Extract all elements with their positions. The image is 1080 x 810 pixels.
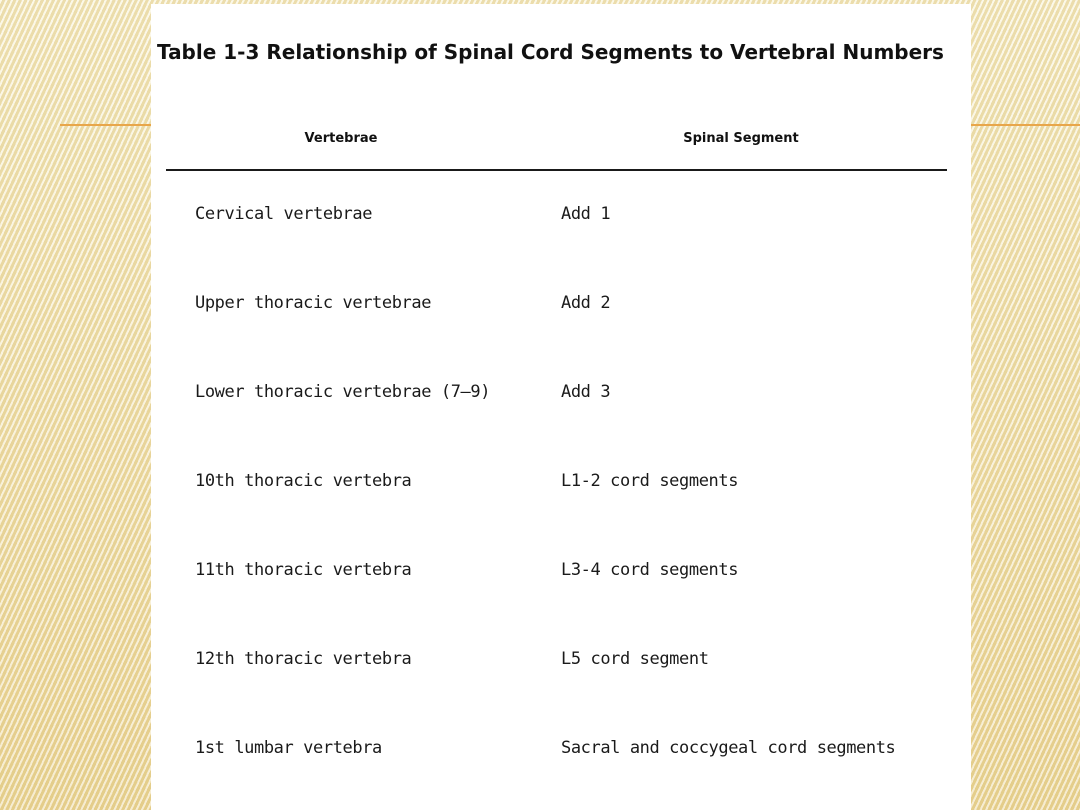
cell-vertebrae: 11th thoracic vertebra — [195, 560, 412, 580]
table-row — [151, 293, 971, 323]
accent-rule-left — [60, 124, 152, 126]
cell-spinal-segment: Sacral and coccygeal cord segments — [561, 738, 896, 758]
cell-spinal-segment: L5 cord segment — [561, 649, 709, 669]
column-header-spinal-segment: Spinal Segment — [683, 131, 799, 146]
table-row — [151, 649, 971, 679]
cell-vertebrae: 10th thoracic vertebra — [195, 471, 412, 491]
table-title: Table 1-3 Relationship of Spinal Cord Segments to Vertebral Numbers — [157, 40, 944, 64]
cell-spinal-segment: Add 1 — [561, 204, 611, 224]
column-header-vertebrae: Vertebrae — [304, 131, 378, 146]
cell-vertebrae: 12th thoracic vertebra — [195, 649, 412, 669]
cell-vertebrae: Lower thoracic vertebrae (7–9) — [195, 382, 491, 402]
cell-spinal-segment: L1-2 cord segments — [561, 471, 739, 491]
cell-spinal-segment: Add 2 — [561, 293, 611, 313]
table-row — [151, 471, 971, 501]
cell-vertebrae: Cervical vertebrae — [195, 204, 373, 224]
table-row — [151, 560, 971, 590]
cell-vertebrae: Upper thoracic vertebrae — [195, 293, 432, 313]
table-row — [151, 738, 971, 768]
table-row — [151, 204, 971, 234]
accent-rule-right — [968, 124, 1080, 126]
cell-spinal-segment: L3-4 cord segments — [561, 560, 739, 580]
header-divider — [166, 169, 947, 171]
table-row — [151, 382, 971, 412]
slide-content-panel — [151, 4, 971, 810]
cell-vertebrae: 1st lumbar vertebra — [195, 738, 382, 758]
cell-spinal-segment: Add 3 — [561, 382, 611, 402]
